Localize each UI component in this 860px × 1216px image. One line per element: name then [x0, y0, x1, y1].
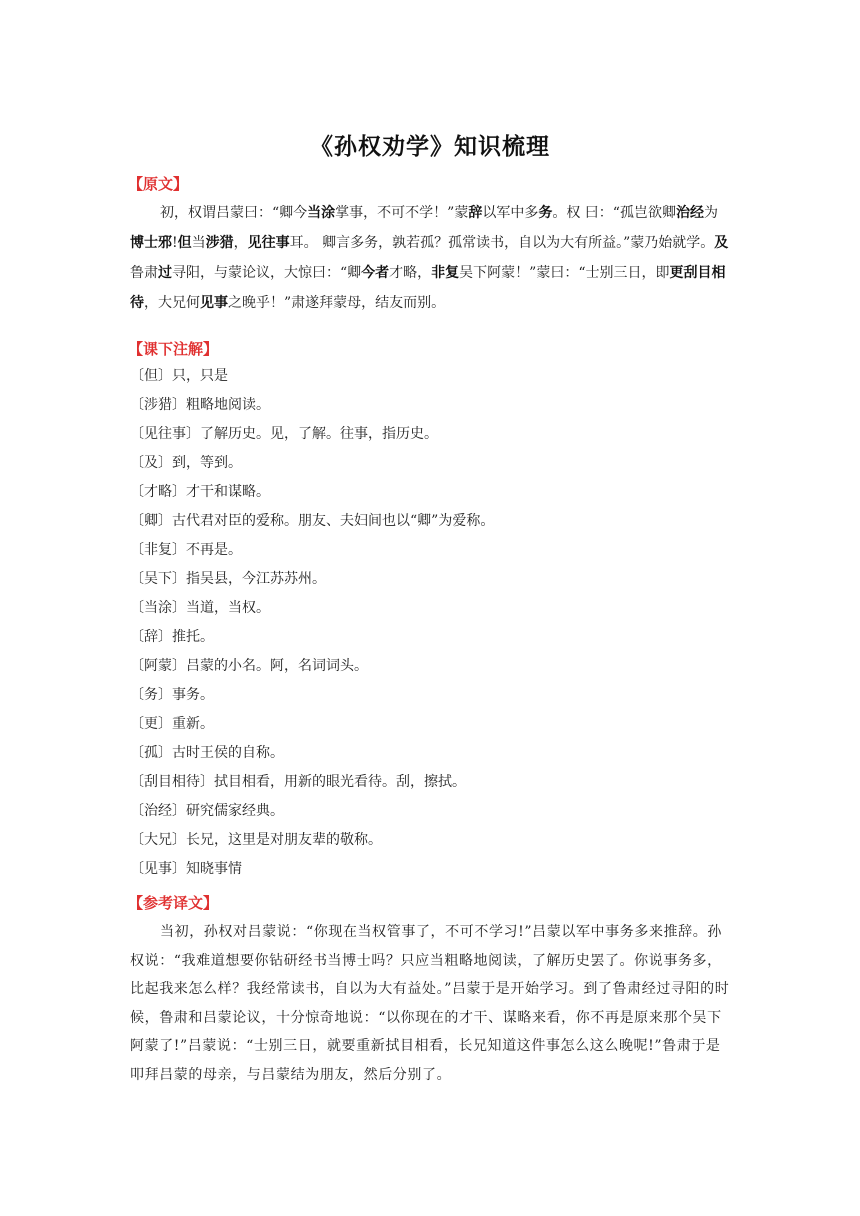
- text-run: 之晚乎！”肃遂拜蒙母，结友而别。: [228, 295, 446, 311]
- note-item: 〔刮目相待〕拭目相看，用新的眼光看待。刮，擦拭。: [130, 774, 466, 790]
- keyword: 博士邪: [130, 235, 172, 251]
- note-item: 〔但〕只，只是: [130, 368, 228, 384]
- text-run: ，: [233, 235, 248, 251]
- text-run: 。权 曰：“孤岂欲卿: [552, 205, 676, 221]
- note-item: 〔务〕事务。: [130, 687, 214, 703]
- keyword: 治经: [675, 205, 704, 221]
- text-run: 才略，: [389, 265, 432, 281]
- original-text: [130, 198, 730, 318]
- keyword: 涉猎: [205, 235, 234, 251]
- keyword: 过: [158, 265, 172, 281]
- keyword: 更刮目相待: [130, 265, 726, 311]
- section-heading-translation: 【参考译文】: [128, 894, 219, 912]
- text-run: 掌事，不可不学！”蒙: [335, 205, 469, 221]
- text-run: 以军中多: [482, 205, 539, 221]
- text-run: 吴下阿蒙！”蒙曰：“士别三日，即: [459, 265, 670, 281]
- note-item: 〔涉猎〕粗略地阅读。: [130, 397, 270, 413]
- section-heading-original: 【原文】: [128, 175, 189, 193]
- note-item: 〔阿蒙〕吕蒙的小名。阿，名词词头。: [130, 658, 368, 674]
- note-item: 〔辞〕推托。: [130, 629, 214, 645]
- note-item: 〔孤〕古时王侯的自称。: [130, 745, 284, 761]
- keyword: 今者: [361, 265, 390, 281]
- note-item: 〔治经〕研究儒家经典。: [130, 803, 284, 819]
- note-item: 〔当涂〕当道，当权。: [130, 600, 270, 616]
- text-run: 初，权谓吕蒙曰：“卿今: [160, 205, 308, 221]
- keyword: 见往事: [247, 235, 290, 251]
- note-item: 〔更〕重新。: [130, 716, 214, 732]
- text-run: 寻阳，与蒙论议，大惊曰：“卿: [172, 265, 362, 281]
- note-item: 〔见往事〕了解历史。见，了解。往事，指历史。: [130, 426, 438, 442]
- text-run: 为: [703, 205, 718, 221]
- note-item: 〔非复〕不再是。: [130, 542, 242, 558]
- section-heading-notes: 【课下注解】: [128, 340, 219, 358]
- note-item: 〔吴下〕指吴县，今江苏苏州。: [130, 571, 326, 587]
- text-run: 耳。 卿言多务，孰若孤？孤常读书，自以为大有所益。”蒙乃始就学。: [289, 235, 715, 251]
- note-item: 〔及〕到，等到。: [130, 455, 242, 471]
- translation-text: [130, 918, 732, 1089]
- keyword: 非复: [431, 265, 460, 281]
- text-run: 当: [191, 235, 206, 251]
- document-title: 《孙权劝学》知识梳理: [310, 134, 550, 160]
- keyword: 但: [177, 235, 192, 251]
- keyword: 及: [714, 235, 729, 251]
- keyword: 务: [538, 205, 553, 221]
- text-run: !: [172, 235, 178, 251]
- notes-list: [130, 362, 494, 884]
- keyword: 当涂: [307, 205, 336, 221]
- note-item: 〔大兄〕长兄，这里是对朋友辈的敬称。: [130, 832, 382, 848]
- text-run: 鲁肃: [130, 265, 158, 281]
- note-item: 〔卿〕古代君对臣的爱称。朋友、夫妇间也以“卿”为爱称。: [130, 513, 495, 529]
- note-item: 〔见事〕知晓事情: [130, 861, 242, 877]
- text-run: ，大兄何: [144, 295, 200, 311]
- keyword: 见事: [200, 295, 228, 311]
- translation-body: 当初，孙权对吕蒙说：“你现在当权管事了，不可不学习!”吕蒙以军中事务多来推辞。孙权说：“我难道想要你钻研经书当博士吗？只应当粗略地阅读，了解历史罢了。你说事务多，比起我来怎么样？我经常读书，自以为大有益处。”吕蒙于是开始学习。到了鲁肃经过寻阳的时候，鲁肃和吕蒙论议，十分惊奇地说：“以你现在的才干、谋略来看，你不再是原来那个吴下阿蒙了!”吕蒙说：“士别三日，就要重新拭目相看，长兄知道这件事怎么这么晚呢!”鲁肃于是叩拜吕蒙的母亲，与吕蒙结为朋友，然后分别了。: [130, 924, 730, 1083]
- keyword: 辞: [468, 205, 483, 221]
- original-text-body: [130, 205, 728, 311]
- note-item: 〔才略〕才干和谋略。: [130, 484, 270, 500]
